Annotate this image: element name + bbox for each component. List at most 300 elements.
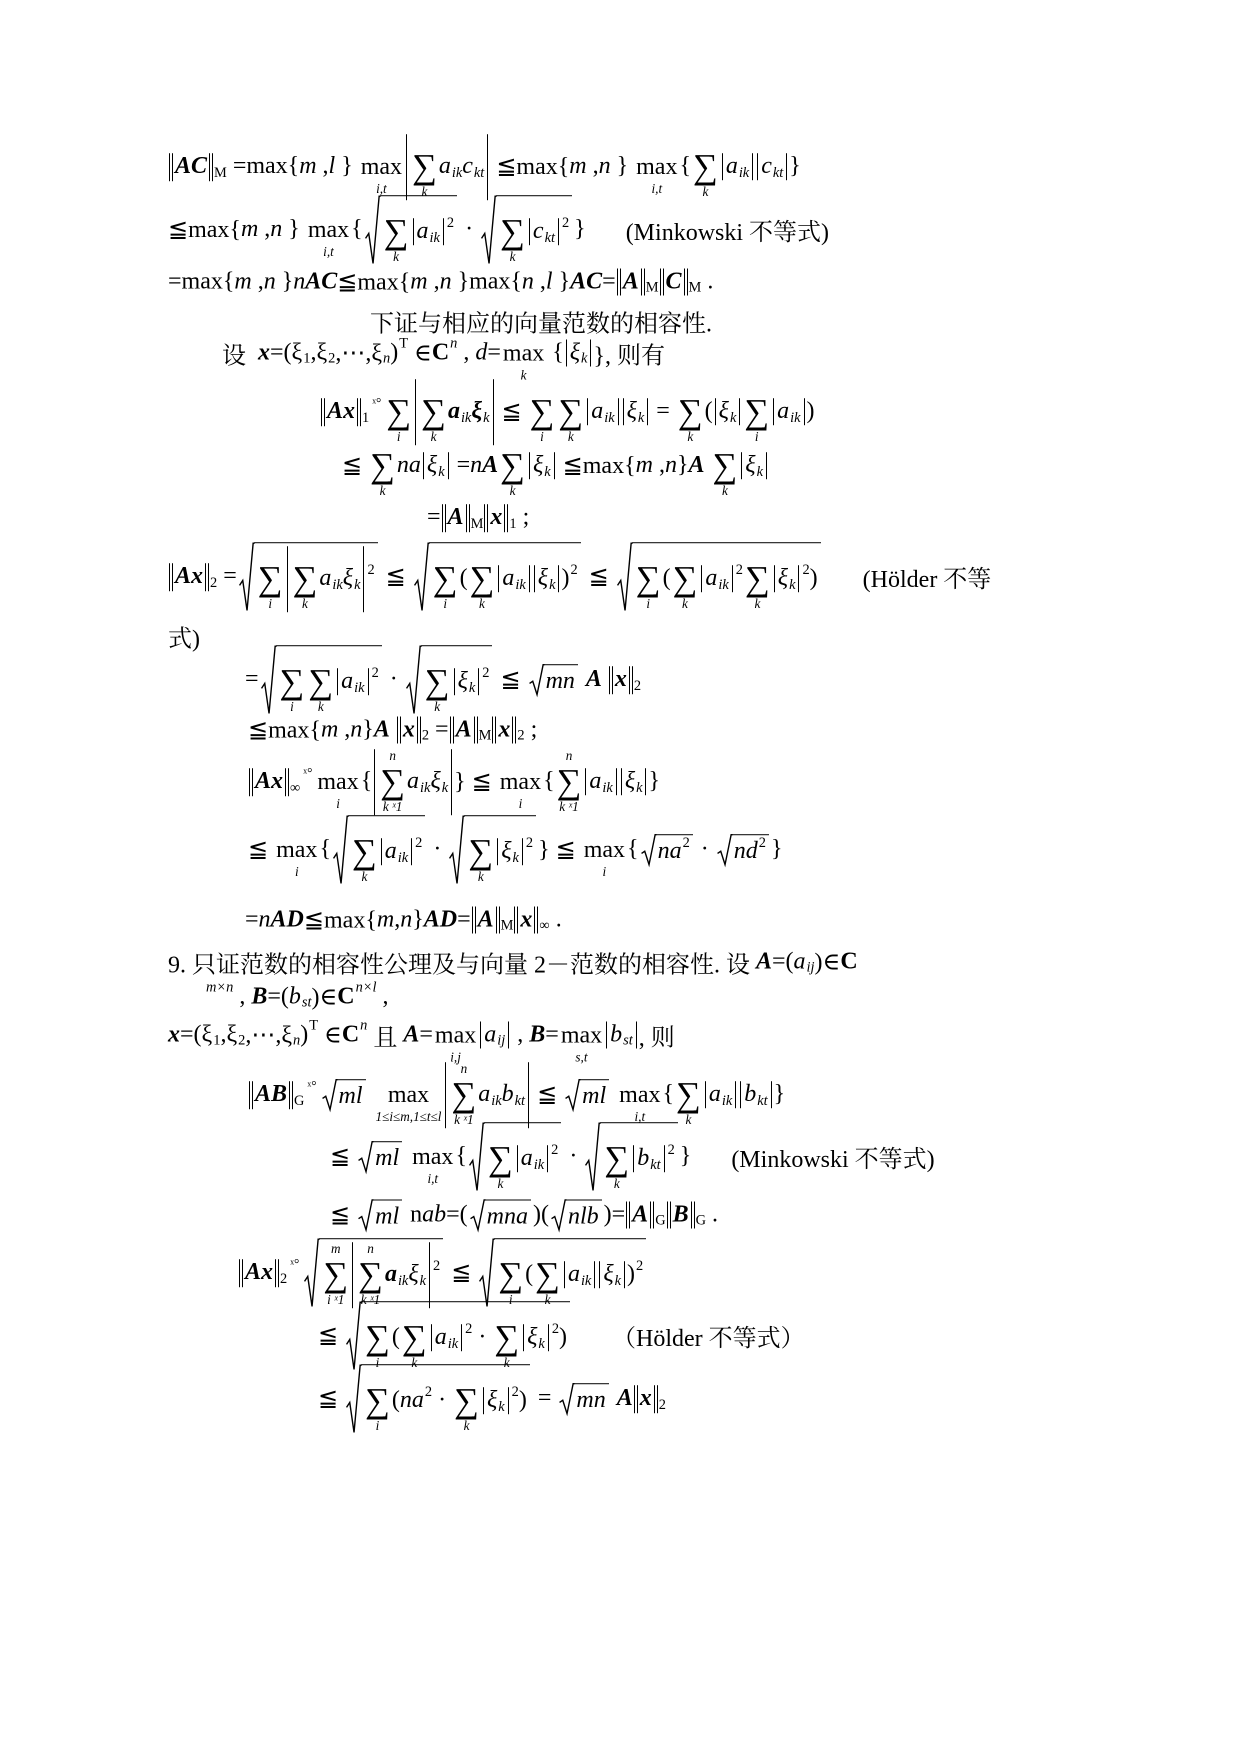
math-text: , [338, 716, 351, 743]
subscript: ij [497, 1032, 506, 1049]
square-root [551, 1200, 602, 1231]
math-italic: a [777, 398, 790, 425]
absolute-value [741, 453, 767, 480]
subscript: ik [429, 229, 440, 246]
max-operator [308, 200, 349, 259]
norm-subscript: G [655, 1212, 666, 1229]
radical-sign [551, 1200, 566, 1231]
summation [380, 749, 405, 815]
math-italic: mna [486, 1203, 528, 1230]
math-text: ≦ [494, 667, 527, 694]
sigma-symbol: ∑ [412, 146, 437, 186]
radical-stroke [479, 1238, 494, 1308]
absolute-value [606, 1022, 637, 1049]
subscript: k [637, 409, 645, 426]
lower-limit: k [544, 1292, 551, 1308]
lower-limit: k [754, 596, 761, 612]
upper-limit: n [565, 748, 573, 764]
radicand [319, 1238, 443, 1308]
math-text: =( [772, 948, 794, 975]
subscript: ik [718, 576, 729, 593]
norm-expression [449, 716, 492, 744]
math-text: ,ξ [310, 339, 328, 366]
upper-limit: n [389, 748, 396, 764]
definition-symbol: ˣ° [290, 1255, 300, 1271]
math-text: }, 则有 [593, 343, 665, 370]
square-root [406, 645, 493, 715]
lower-limit: k [393, 249, 400, 265]
norm-bars [634, 1385, 658, 1413]
math-italic: n [258, 906, 271, 933]
radical-sign [469, 1122, 484, 1192]
radicand [464, 815, 536, 885]
subscript: 2 [328, 350, 336, 367]
math-text: } [773, 1081, 786, 1108]
math-italic: ξ [527, 1324, 538, 1351]
math-bold-symbol: a [447, 398, 460, 425]
summation [352, 819, 377, 885]
formula-line-19 [248, 1062, 785, 1128]
subscript: k [614, 1272, 621, 1289]
formula-line-9 [168, 542, 991, 612]
math-italic: nd [733, 838, 758, 865]
subscript: kt [650, 1156, 661, 1173]
summation [498, 1242, 523, 1308]
math-bold-symbol: C [665, 268, 682, 295]
math-text: ≦max{ [303, 907, 377, 934]
math-text: ≦ [318, 1386, 345, 1413]
norm-bars [321, 398, 361, 426]
math-text: ) [390, 339, 399, 366]
math-italic: c [532, 218, 544, 245]
sigma-symbol: ∑ [712, 445, 738, 485]
radical-stroke [322, 1080, 337, 1111]
math-text: ; [516, 504, 530, 531]
superscript: 2 [371, 664, 379, 681]
lower-limit: i [294, 864, 299, 879]
max-operator [376, 1065, 442, 1124]
superscript: 2 [511, 1383, 519, 1400]
sigma-symbol: ∑ [468, 831, 494, 871]
math-text: ( [662, 565, 671, 592]
subscript: k [354, 576, 361, 593]
math-bold-symbol: x [402, 716, 415, 743]
math-text: , [376, 983, 389, 1010]
superscript: 2 [735, 561, 743, 578]
complex-field-symbol: C [840, 948, 858, 975]
summation [488, 1126, 513, 1192]
radicand [656, 835, 693, 866]
math-italic: d [475, 339, 488, 366]
summation [412, 134, 437, 200]
subscript: ik [738, 164, 750, 181]
norm-subscript: M [500, 917, 514, 934]
subscript: st [301, 994, 312, 1011]
square-root [358, 1200, 402, 1231]
math-text: ( [704, 398, 713, 425]
radicand [494, 1238, 646, 1308]
radical-sign [641, 835, 656, 866]
math-text: = [245, 906, 259, 933]
math-text: 式) [168, 626, 200, 653]
sigma-symbol: ∑ [292, 558, 318, 598]
norm-subscript: M [470, 515, 484, 532]
norm-bars [472, 906, 500, 934]
absolute-value [715, 399, 741, 426]
math-text: } [610, 153, 635, 180]
summation [500, 433, 525, 499]
math-italic: na [657, 838, 682, 865]
math-text: , [533, 268, 546, 295]
math-italic: ml [375, 1145, 400, 1172]
math-text: . [701, 268, 714, 295]
absolute-value [517, 1146, 548, 1173]
norm-bars [249, 768, 289, 796]
sigma-symbol: ∑ [351, 831, 377, 871]
radical-stroke [346, 1301, 361, 1371]
norm-subscript: M [478, 727, 492, 744]
math-italic: b [637, 1145, 650, 1172]
math-text: )( [532, 1201, 549, 1228]
summation [673, 546, 698, 612]
math-bold-symbol: AB [255, 1081, 288, 1108]
square-root [449, 815, 536, 885]
sigma-symbol: ∑ [370, 445, 395, 485]
math-bold-symbol: x [639, 1385, 652, 1412]
math-italic: m [320, 716, 339, 743]
superscript: 2 [424, 1383, 433, 1400]
radical-stroke [529, 665, 544, 696]
radical-sign [239, 542, 254, 612]
subscript: ik [790, 409, 801, 426]
max-operator [636, 137, 677, 196]
sigma-symbol: ∑ [500, 211, 525, 251]
radical-sign [358, 1142, 373, 1173]
sigma-symbol: ∑ [424, 661, 450, 701]
radicand [632, 542, 821, 612]
math-text: )∈ [814, 949, 841, 976]
sigma-symbol: ∑ [744, 391, 770, 431]
math-italic: ξ [342, 565, 354, 592]
math-italic: nlb [567, 1203, 599, 1230]
subscript: k [512, 849, 519, 866]
radicand [373, 1200, 402, 1231]
lower-limit: i [443, 596, 447, 612]
math-bold-symbol: A [585, 666, 602, 693]
math-text: = [650, 398, 676, 425]
math-italic: ξ [603, 1261, 614, 1288]
upper-limit: n [460, 1061, 468, 1077]
math-text [611, 1082, 617, 1109]
superscript: 2 [367, 561, 375, 578]
summation [384, 199, 409, 265]
math-text: { [546, 339, 564, 366]
math-italic: a [341, 668, 354, 695]
absolute-value [406, 134, 488, 200]
math-italic: n [293, 268, 306, 295]
math-text: = [245, 666, 259, 693]
absolute-value [454, 669, 480, 696]
radical-sign [717, 835, 732, 866]
lower-limit: k [682, 596, 688, 612]
radicand [276, 645, 382, 715]
inequality-note: (Minkowski 不等式) [625, 220, 830, 247]
sigma-symbol: ∑ [500, 445, 525, 485]
max-operator [500, 752, 541, 811]
superscript: 2 [570, 561, 578, 578]
math-text: { [360, 768, 373, 795]
subscript: k [544, 463, 551, 480]
radicand [485, 1200, 531, 1231]
math-text: = [602, 268, 616, 295]
math-text: } [574, 216, 586, 243]
math-bold-symbol: B [251, 983, 268, 1010]
radical-sign [559, 1384, 574, 1415]
math-italic: a [705, 565, 718, 592]
radical-stroke [365, 195, 380, 265]
formula-line-20 [330, 1122, 935, 1192]
math-text: { [627, 836, 639, 863]
math-italic: n [400, 906, 413, 933]
lower-limit: k [687, 429, 694, 445]
max-operator [619, 1065, 660, 1124]
math-text: ,ξ [220, 1021, 238, 1048]
lower-limit: i,t [634, 1109, 646, 1124]
math-italic: a [484, 1021, 497, 1048]
lower-limit: i [268, 596, 272, 612]
radical-sign [414, 542, 429, 612]
subscript: kt [757, 1092, 768, 1109]
radical-stroke [617, 542, 632, 612]
square-root [365, 195, 457, 265]
math-text: = [531, 1385, 558, 1412]
lower-limit: i,t [427, 1171, 439, 1186]
square-root [322, 1080, 366, 1111]
summation [425, 649, 450, 715]
radicand [574, 1384, 608, 1415]
summation [557, 749, 582, 815]
square-root [333, 815, 425, 885]
math-bold-symbol: B [672, 1201, 689, 1228]
max-operator [435, 1005, 476, 1064]
lower-limit: i [602, 864, 607, 879]
lower-limit: i [540, 429, 544, 445]
max-operator [584, 820, 625, 879]
formula-line-22 [238, 1238, 648, 1308]
norm-expression [441, 504, 484, 532]
sigma-symbol: ∑ [498, 1254, 524, 1294]
radical-stroke [641, 835, 656, 866]
lower-limit: s,t [575, 1049, 588, 1064]
math-italic: na [396, 452, 421, 479]
square-root [717, 835, 769, 866]
subscript: k [483, 409, 490, 426]
summation [365, 1368, 390, 1434]
math-text: ( [525, 1261, 534, 1288]
subscript: ik [332, 576, 343, 593]
norm-expression [616, 268, 659, 296]
math-text: } [282, 216, 306, 243]
lower-limit: k [702, 184, 709, 200]
math-text: { [319, 836, 331, 863]
math-italic: mn [545, 668, 575, 695]
math-text: } [770, 836, 783, 863]
square-root [617, 542, 821, 612]
math-text: , [316, 153, 329, 180]
math-text: ) [806, 398, 815, 425]
radicand [373, 1142, 402, 1173]
lower-limit: i [336, 796, 340, 811]
summation [500, 199, 525, 265]
lower-limit: k [411, 1355, 418, 1371]
lower-limit: i [396, 429, 401, 445]
radical-stroke [449, 815, 464, 885]
math-italic: a [478, 1081, 491, 1108]
math-text: ≦ [379, 564, 412, 591]
superscript: 2 [433, 1257, 441, 1274]
math-italic: l [545, 268, 553, 295]
sigma-symbol: ∑ [558, 391, 584, 431]
math-text: } [362, 716, 374, 743]
lower-limit: k [613, 1176, 620, 1192]
math-italic: a [438, 153, 451, 180]
sigma-symbol: ∑ [380, 761, 406, 801]
max-operator [561, 1005, 602, 1064]
radical-stroke [239, 542, 254, 612]
sigma-symbol: ∑ [386, 391, 412, 431]
math-italic: a [589, 768, 602, 795]
math-italic: n [598, 153, 611, 180]
lower-limit: i [754, 429, 759, 445]
math-italic: m [240, 216, 259, 243]
math-italic: c [462, 153, 473, 180]
math-text: } ≦ [454, 769, 498, 796]
math-italic: c [761, 153, 772, 180]
math-italic: ξ [745, 452, 756, 479]
max-label: max [434, 1022, 477, 1048]
radical-sign [261, 645, 276, 715]
radical-stroke [470, 1200, 485, 1231]
formula-line-21 [330, 1200, 718, 1231]
absolute-value [445, 1062, 529, 1128]
radicand [580, 1080, 609, 1111]
absolute-value [585, 769, 616, 796]
radical-stroke [717, 835, 732, 866]
math-bold-symbol: A [622, 268, 639, 295]
math-text: ≦ [342, 453, 369, 480]
sigma-symbol: ∑ [323, 1254, 349, 1294]
subscript: 1 [303, 350, 311, 367]
norm-subscript: 2 [280, 1270, 288, 1287]
absolute-value [287, 546, 365, 612]
subscript: ik [604, 409, 615, 426]
math-bold-symbol: a [384, 1261, 397, 1288]
norm-subscript: M [214, 164, 227, 181]
lower-limit: k [509, 483, 516, 499]
math-bold-symbol: A [403, 1021, 420, 1048]
math-italic: m [410, 268, 428, 295]
superscript: 2 [465, 1320, 473, 1337]
radicand [566, 1200, 602, 1231]
math-text: , 则 [638, 1025, 675, 1052]
lower-limit: k ˣ1 [360, 1292, 381, 1308]
square-root [585, 1122, 677, 1192]
summation [468, 819, 493, 885]
math-text: , [586, 153, 599, 180]
math-italic: ξ [486, 1387, 498, 1414]
square-root [479, 1238, 646, 1308]
norm-expression [483, 504, 516, 532]
math-text: ( [391, 1387, 400, 1414]
math-italic: ξ [426, 452, 438, 479]
math-text: ≦ [582, 564, 615, 591]
formula-line-15 [245, 906, 562, 935]
square-root [565, 1080, 609, 1111]
radicand [361, 1364, 530, 1434]
lower-limit: k [430, 429, 437, 445]
math-bold-symbol: x [498, 716, 511, 743]
math-text: =max{ [168, 268, 235, 295]
superscript: 2 [551, 1141, 559, 1158]
radical-sign [481, 195, 496, 265]
subscript: kt [544, 229, 555, 246]
math-italic: n [439, 268, 452, 295]
norm-expression [396, 716, 429, 744]
sigma-symbol: ∑ [432, 558, 458, 598]
formula-line-12 [248, 716, 537, 745]
radicand [361, 1301, 570, 1371]
norm-bars [660, 268, 688, 296]
superscript: 2 [802, 561, 810, 578]
summation [402, 1305, 427, 1371]
max-label: max [583, 837, 626, 863]
summation [494, 1305, 519, 1371]
summation [636, 546, 661, 612]
math-italic: a [407, 768, 420, 795]
math-text: ) [559, 1324, 568, 1351]
math-text: ; [524, 716, 538, 743]
norm-expression [238, 1259, 287, 1287]
max-label: max [317, 769, 359, 795]
complex-field-symbol: C [337, 983, 355, 1010]
square-root [414, 542, 581, 612]
formula-line-13 [248, 749, 660, 815]
radicand [337, 1080, 366, 1111]
summation [470, 546, 495, 612]
subscript: k [729, 409, 737, 426]
radical-sign [617, 542, 632, 612]
math-italic: n [263, 268, 276, 295]
absolute-value [534, 566, 560, 593]
superscript: 2 [667, 1141, 675, 1158]
sigma-symbol: ∑ [693, 146, 718, 186]
sigma-symbol: ∑ [556, 761, 582, 801]
norm-expression [320, 398, 369, 426]
formula-line-11 [245, 645, 641, 715]
sigma-symbol: ∑ [535, 1254, 560, 1294]
absolute-value [705, 1082, 736, 1109]
absolute-value [564, 1262, 595, 1289]
subscript: ik [515, 576, 526, 593]
lower-limit: k [317, 699, 324, 715]
superscript: 2 [415, 834, 423, 851]
norm-expression [168, 563, 217, 591]
math-bold-symbol: x [258, 339, 270, 366]
math-italic: m [234, 268, 252, 295]
radical-stroke [481, 195, 496, 265]
math-italic: a [502, 565, 515, 592]
math-italic: n [521, 268, 534, 295]
